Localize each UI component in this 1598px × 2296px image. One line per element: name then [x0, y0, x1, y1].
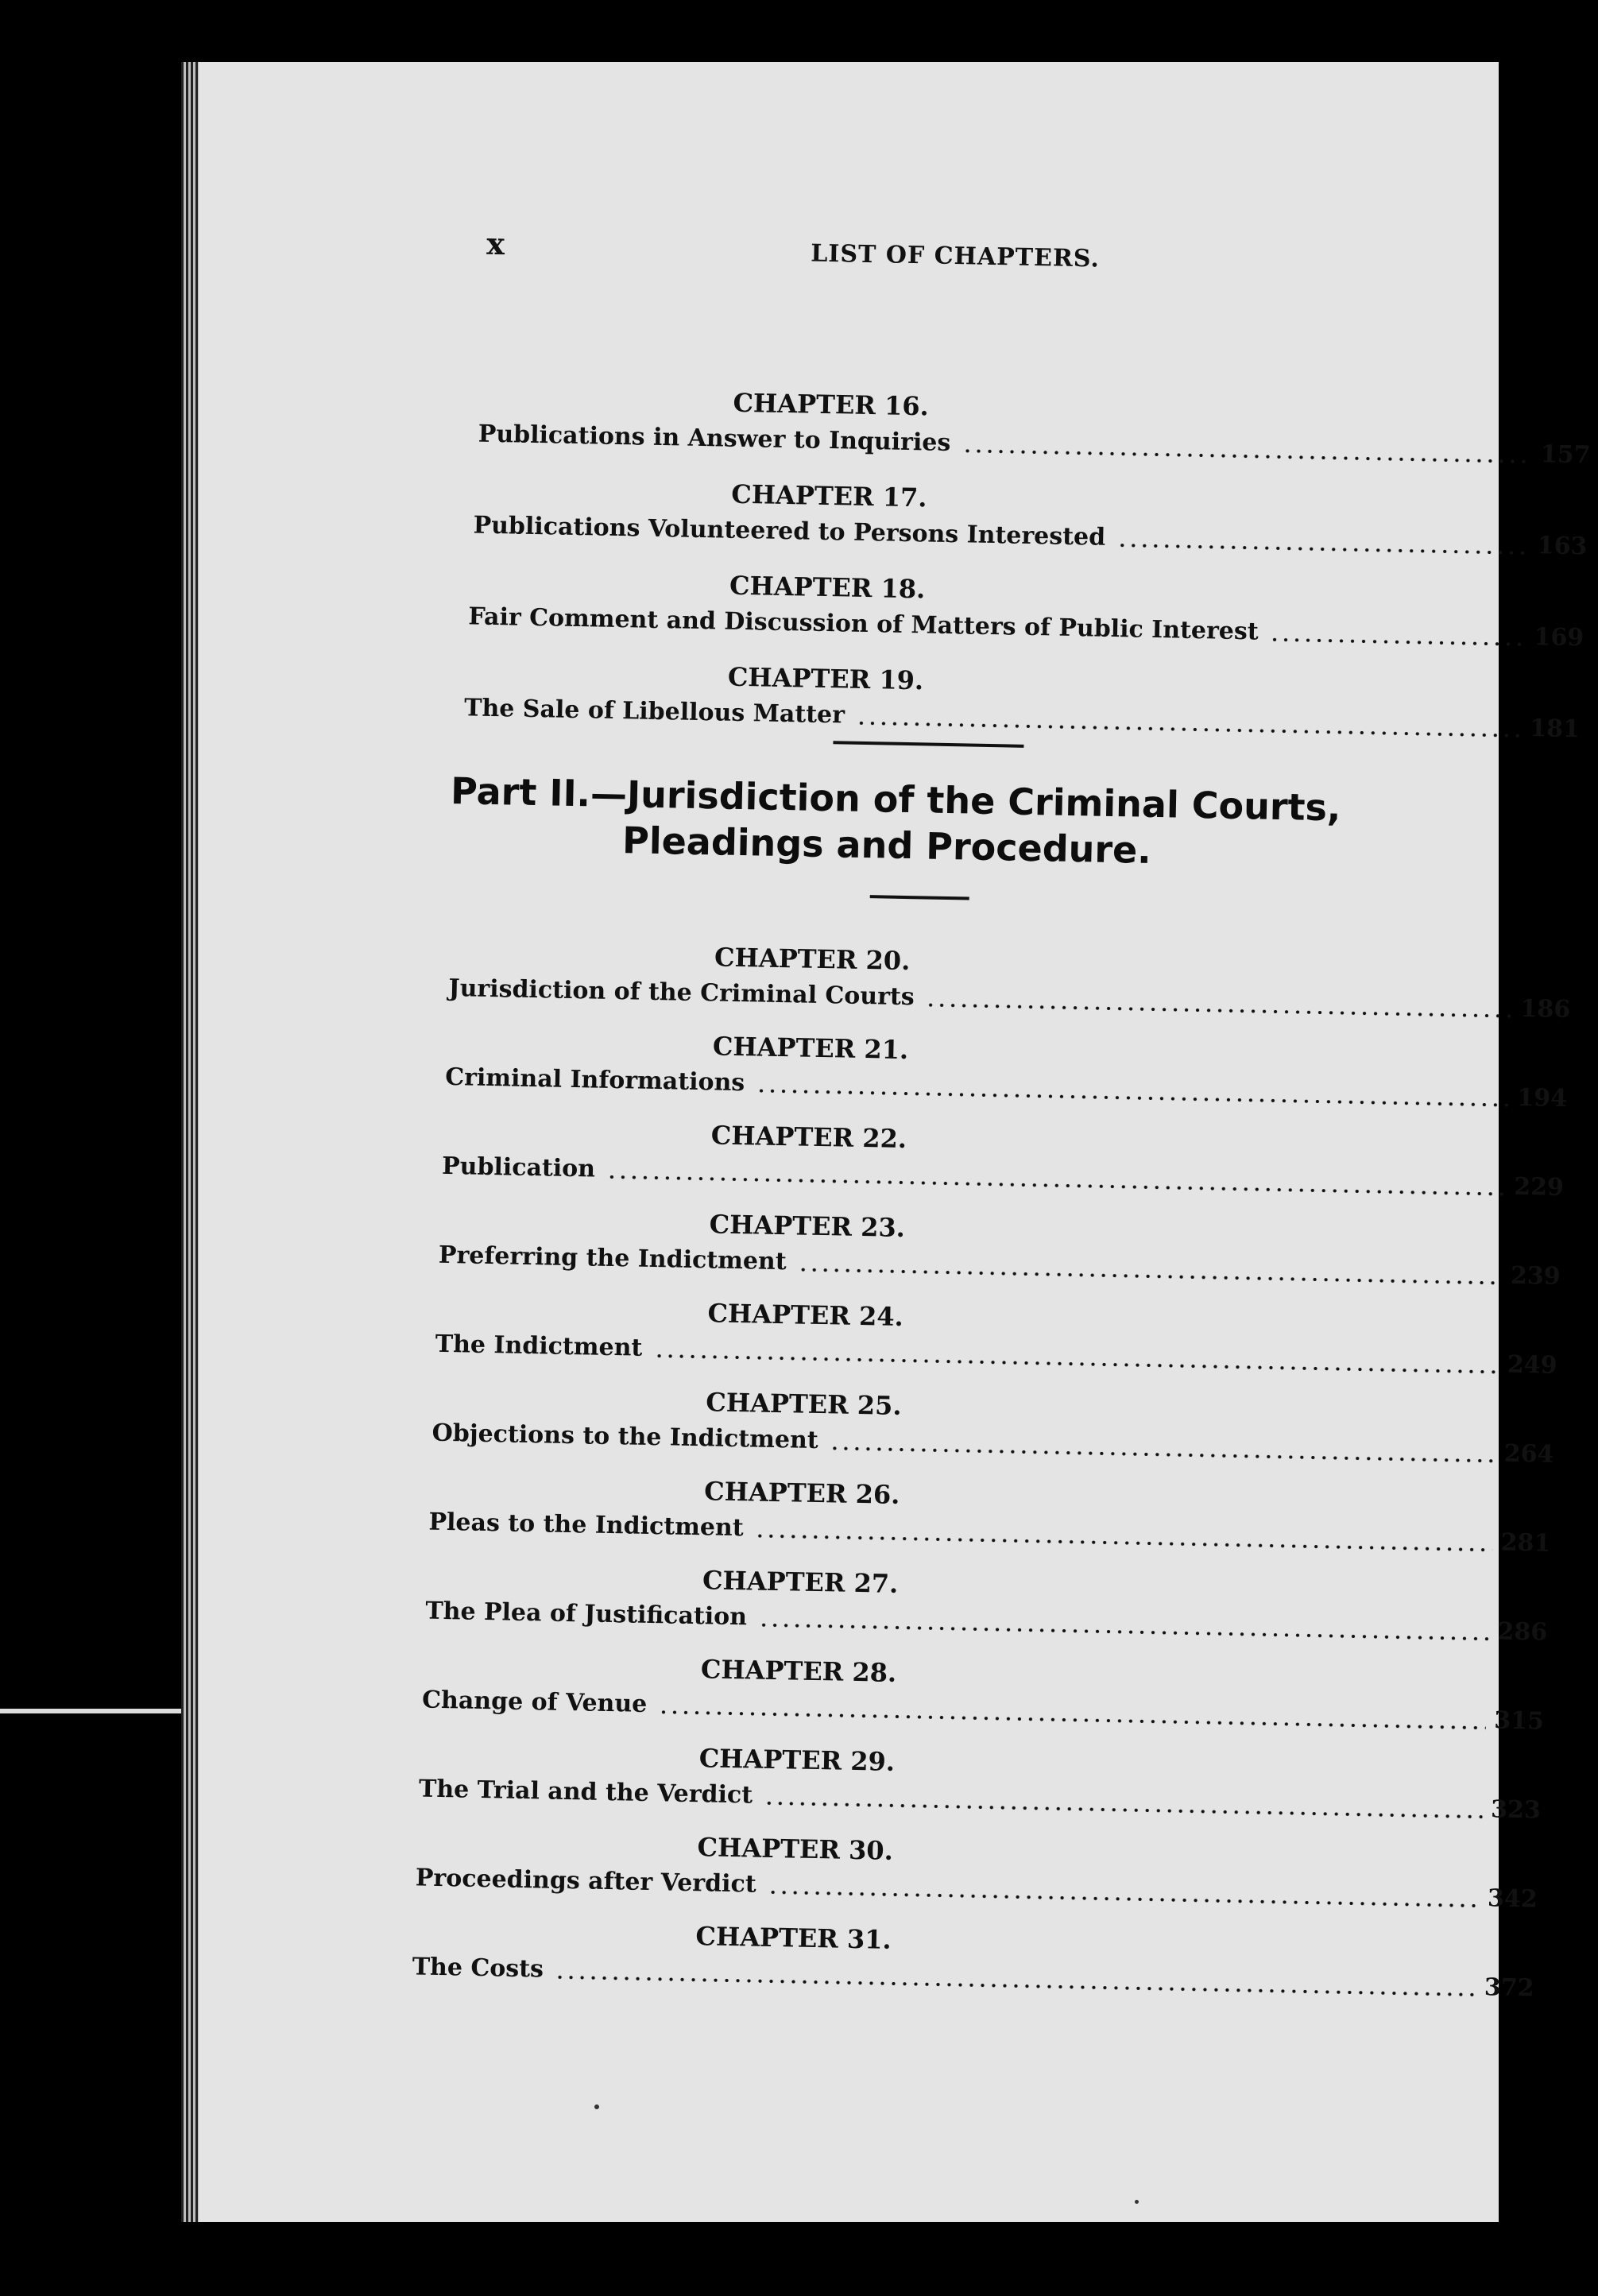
toc-entry-title: Change of Venue	[421, 1686, 648, 1718]
toc-entry-title: The Indictment	[435, 1330, 643, 1362]
dot-leader	[1269, 638, 1526, 646]
chapter-heading: CHAPTER 23.	[709, 1209, 906, 1244]
toc-entry-page: 186	[1520, 994, 1571, 1024]
toc-entry-page: 157	[1540, 440, 1591, 470]
part-heading-line1: Part II.—Jurisdiction of the Criminal Courts,	[450, 769, 1341, 830]
part-heading-underline	[870, 895, 969, 900]
chapter-heading: CHAPTER 30.	[697, 1832, 894, 1866]
chapter-heading: CHAPTER 21.	[712, 1031, 909, 1066]
toc-entry-title: The Costs	[412, 1953, 544, 1984]
chapter-heading: CHAPTER 17.	[730, 478, 927, 513]
part-heading	[450, 768, 1341, 877]
toc-entry-page: 239	[1510, 1261, 1561, 1291]
toc-entry-title: Jurisdiction of the Criminal Courts	[448, 974, 915, 1012]
page-content	[161, 52, 1591, 2236]
toc-entry-title: Publications in Answer to Inquiries	[478, 420, 951, 457]
toc-entry-title: Preferring the Indictment	[438, 1241, 787, 1276]
toc-entry-page: 372	[1484, 1973, 1534, 2003]
toc-entry-title: Publication	[441, 1152, 596, 1183]
dot-leader	[756, 1089, 1509, 1106]
dot-leader	[555, 1976, 1476, 1996]
chapter-heading: CHAPTER 16.	[733, 387, 930, 422]
toc-entry-title: Fair Comment and Discussion of Matters of Public Interest	[468, 602, 1259, 646]
dot-leader	[764, 1802, 1483, 1818]
dot-leader	[829, 1446, 1495, 1462]
dot-leader	[925, 1004, 1512, 1018]
toc-entry-page: 264	[1503, 1439, 1554, 1469]
dot-leader	[758, 1624, 1490, 1641]
dot-leader	[653, 1354, 1499, 1373]
toc-entry-page: 163	[1537, 532, 1588, 561]
scan-edge-mark	[0, 1709, 181, 1713]
toc-entry-page: 323	[1490, 1795, 1542, 1825]
chapter-heading: CHAPTER 25.	[706, 1387, 902, 1422]
toc-entry-title: The Trial and the Verdict	[418, 1775, 753, 1810]
chapter-heading: CHAPTER 26.	[703, 1476, 900, 1510]
dot-leader	[1116, 544, 1530, 555]
dot-leader	[754, 1534, 1492, 1551]
scan-speck	[594, 2104, 599, 2109]
toc-entry-page: 281	[1500, 1528, 1551, 1558]
toc-entry-page: 249	[1507, 1350, 1557, 1380]
toc-entry-title: The Plea of Justification	[425, 1597, 748, 1632]
toc-entry-page: 169	[1534, 623, 1584, 652]
toc-entry-title: Pleas to the Indictment	[428, 1508, 744, 1543]
section-divider	[833, 741, 1023, 748]
scan-speck	[1135, 2200, 1139, 2204]
toc-entry-page: 229	[1513, 1172, 1565, 1202]
chapter-heading: CHAPTER 31.	[695, 1921, 892, 1955]
toc-entry-title: Publications Volunteered to Persons Interested	[473, 511, 1106, 552]
chapter-heading: CHAPTER 18.	[729, 570, 926, 605]
chapter-heading: CHAPTER 27.	[702, 1565, 899, 1599]
toc-entry-title: Criminal Informations	[444, 1063, 745, 1098]
toc-entry-page: 194	[1517, 1083, 1568, 1113]
chapter-heading: CHAPTER 24.	[707, 1298, 904, 1333]
dot-leader	[856, 722, 1522, 738]
book-page	[181, 62, 1591, 2222]
toc-entry-page: 181	[1530, 714, 1581, 744]
toc-entry-page: 315	[1494, 1706, 1545, 1736]
toc-entry-title: The Sale of Libellous Matter	[463, 694, 845, 730]
toc-entry-title: Objections to the Indictment	[431, 1419, 819, 1455]
chapter-heading: CHAPTER 28.	[700, 1654, 897, 1688]
dot-leader	[962, 449, 1533, 463]
running-head: LIST OF CHAPTERS.	[810, 239, 1101, 273]
dot-leader	[658, 1710, 1486, 1729]
chapter-heading: CHAPTER 19.	[727, 661, 924, 696]
toc-entry-page: 286	[1497, 1617, 1548, 1647]
part-heading-line2: Pleadings and Procedure.	[621, 819, 1152, 872]
page-folio: x	[486, 225, 505, 262]
chapter-heading: CHAPTER 22.	[710, 1120, 907, 1155]
toc-entry-page: 342	[1487, 1884, 1538, 1914]
dot-leader	[767, 1891, 1480, 1907]
dot-leader	[797, 1268, 1503, 1284]
toc-entry-title: Proceedings after Verdict	[415, 1864, 756, 1899]
chapter-heading: CHAPTER 20.	[714, 942, 911, 977]
chapter-heading: CHAPTER 29.	[698, 1743, 896, 1777]
dot-leader	[606, 1175, 1506, 1196]
